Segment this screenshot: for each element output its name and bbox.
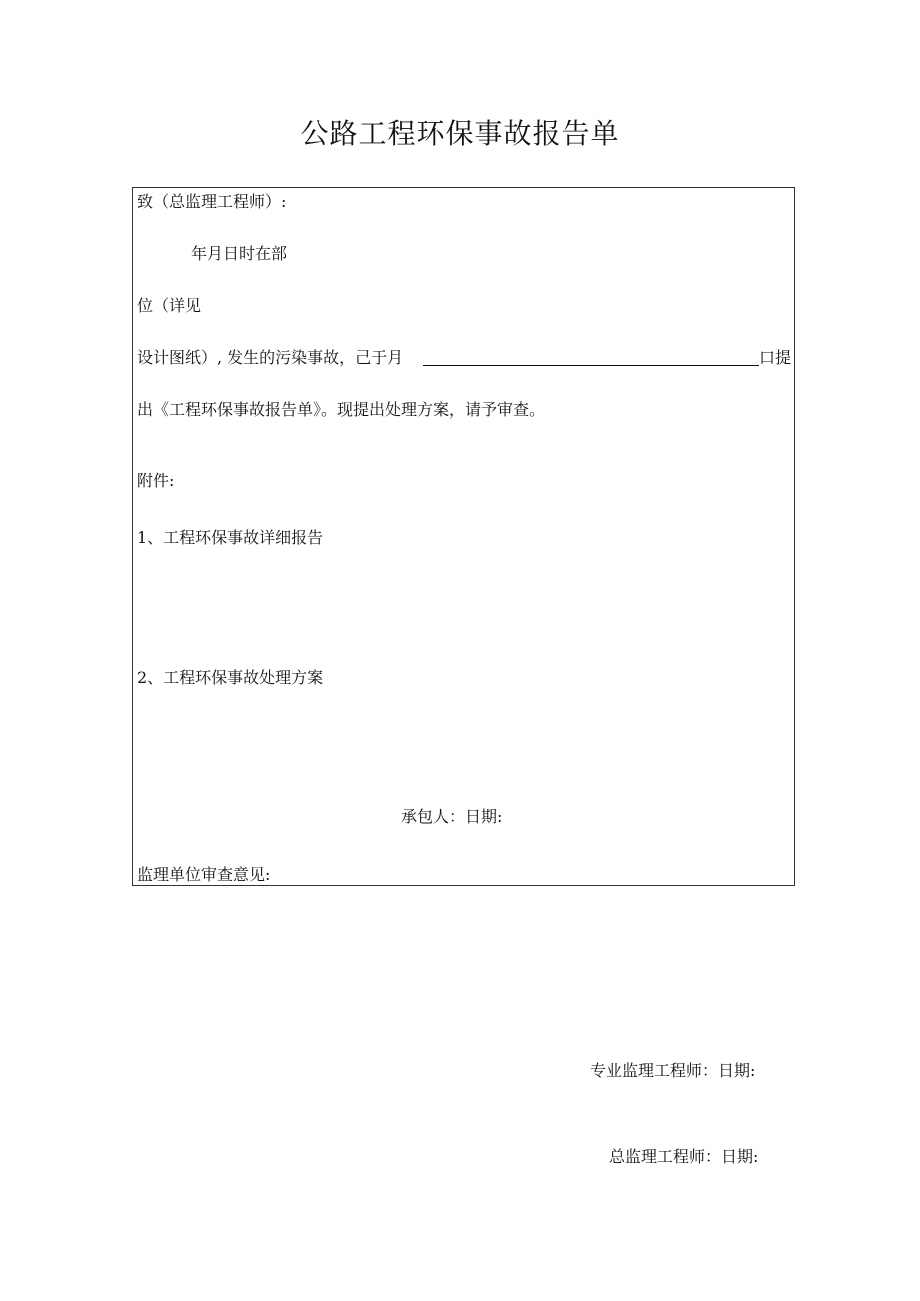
specialist-engineer-signature: 专业监理工程师：日期: xyxy=(590,1061,756,1080)
report-form xyxy=(132,187,795,886)
date-fill-blank[interactable] xyxy=(423,365,759,366)
attachment-item-1: 1、工程环保事故详细报告 xyxy=(137,528,324,547)
incident-line: 设计图纸）, 发生的污染事故，己于月 xyxy=(137,348,404,367)
time-line: 年月日时在部 xyxy=(191,244,288,263)
supervision-opinion-label: 监理单位审查意见: xyxy=(137,865,271,884)
page-title: 公路工程环保事故报告单 xyxy=(300,117,620,150)
submit-line: 出《工程环保事故报告单》。现提出处理方案，请予审查。 xyxy=(137,400,546,419)
addressee-line: 致（总监理工程师）: xyxy=(137,192,287,211)
contractor-signature: 承包人：日期: xyxy=(401,807,503,826)
attachments-label: 附件: xyxy=(137,471,175,490)
chief-engineer-signature: 总监理工程师：日期: xyxy=(609,1147,759,1166)
location-line: 位（详见 xyxy=(137,296,202,315)
incident-line-suffix: 口提 xyxy=(759,348,792,367)
attachment-item-2: 2、工程环保事故处理方案 xyxy=(137,668,324,687)
